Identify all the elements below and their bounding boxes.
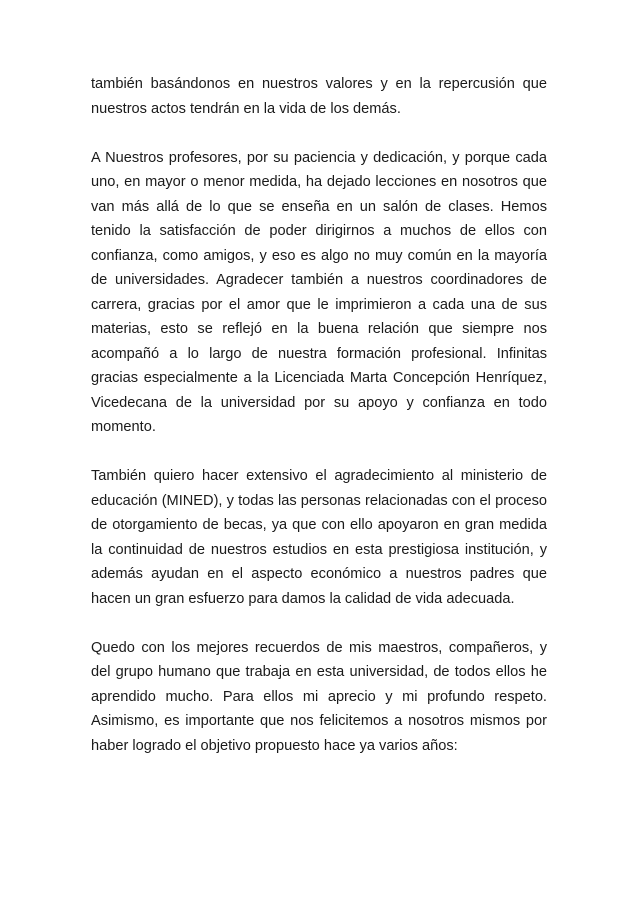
paragraph-3: También quiero hacer extensivo el agradecimiento al ministerio de educación (MINED), y todas las personas relacionadas con el proceso de otorgamiento de becas, ya que con ello apoyaron en gran medida la continuidad de nuestros estudios en esta prestigiosa institución, y además ayudan en el aspecto económico a nuestros padres que hacen un gran esfuerzo para damos la calidad de vida adecuada.	[91, 468, 547, 607]
paragraph-1: también basándonos en nuestros valores y en la repercusión que nuestros actos tendrán en la vida de los demás.	[91, 76, 547, 117]
paragraph-2: A Nuestros profesores, por su paciencia y dedicación, y porque cada uno, en mayor o menor medida, ha dejado lecciones en nosotros que van más allá de lo que se enseña en un salón de clases. Hemos tenido la satisfacción de poder dirigirnos a muchos de ellos con confianza, como amigos, y eso es algo no muy común en la mayoría de universidades. Agradecer también a nuestros coordinadores de carrera, gracias por el amor que le imprimieron a cada una de sus materias, esto se reflejó en la buena relación que siempre nos acompañó a lo largo de nuestra formación profesional. Infinitas gracias especialmente a la Licenciada Marta Concepción Henríquez, Vicedecana de la universidad por su apoyo y confianza en todo momento.	[91, 149, 547, 435]
document-body	[91, 72, 547, 783]
paragraph-4: Quedo con los mejores recuerdos de mis maestros, compañeros, y del grupo humano que trabaja en esta universidad, de todos ellos he aprendido mucho. Para ellos mi aprecio y mi profundo respeto. Asimismo, es importante que nos felicitemos a nosotros mismos por haber logrado el objetivo propuesto hace ya varios años:	[91, 639, 547, 754]
